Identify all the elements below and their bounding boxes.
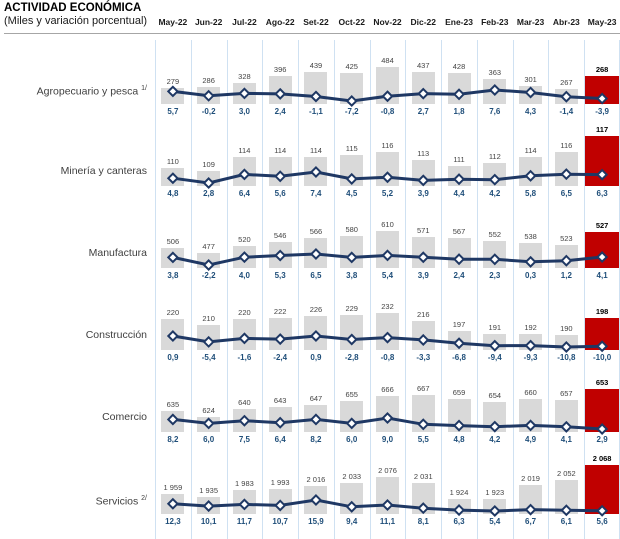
bar — [519, 243, 542, 268]
bar — [269, 76, 292, 104]
value-label: 1 993 — [270, 477, 290, 487]
value-label: 552 — [488, 229, 502, 239]
bar-highlight — [585, 465, 619, 514]
value-label: 439 — [309, 60, 323, 70]
value-label: 220 — [238, 308, 251, 318]
value-label: 110 — [166, 157, 179, 167]
pct-label: 6,5 — [560, 189, 572, 198]
value-label: 396 — [273, 64, 287, 74]
bar — [555, 480, 578, 514]
value-label: 2 076 — [378, 466, 397, 475]
value-label: 226 — [309, 305, 323, 315]
value-label: 666 — [381, 384, 394, 394]
value-label: 197 — [452, 320, 466, 330]
bar — [304, 157, 327, 186]
bar — [412, 72, 435, 104]
bar — [519, 86, 542, 104]
row-label-3: Manufactura — [88, 247, 147, 259]
bar — [340, 315, 363, 350]
pct-label: 0,3 — [525, 271, 537, 280]
bar — [233, 409, 256, 432]
value-label: 301 — [524, 74, 537, 84]
pct-label: -2,4 — [273, 353, 288, 362]
value-label: 232 — [381, 302, 394, 311]
month-header-Jun-22: Jun-22 — [194, 17, 223, 27]
bar — [340, 401, 363, 432]
pct-label: 4,0 — [238, 271, 250, 280]
pct-label: 6,4 — [274, 435, 286, 444]
value-label: 538 — [524, 231, 537, 241]
header-divider — [4, 33, 620, 34]
bar — [519, 157, 542, 186]
bar — [376, 313, 399, 350]
bar — [376, 152, 399, 186]
bar — [269, 242, 292, 268]
bar — [519, 399, 542, 432]
bar-highlight — [585, 76, 619, 104]
pct-label: -9,3 — [523, 353, 538, 362]
value-label: 286 — [202, 76, 215, 86]
bar — [448, 238, 471, 268]
bar — [161, 88, 184, 104]
footnote-mark: 2/ — [141, 495, 147, 502]
pct-label: 5,5 — [417, 435, 429, 444]
value-label: 117 — [596, 125, 609, 134]
pct-label: 6,3 — [453, 517, 465, 526]
value-label: 114 — [309, 146, 322, 156]
bar — [483, 402, 506, 432]
bar — [376, 396, 399, 432]
pct-label: -2,2 — [201, 271, 216, 280]
bar — [340, 73, 363, 104]
value-label: 216 — [417, 310, 430, 320]
pct-label: 5,8 — [525, 189, 537, 198]
pct-label: 5,6 — [274, 189, 286, 198]
value-label: 567 — [452, 227, 466, 237]
bar — [340, 483, 363, 514]
chart-subtitle: (Miles y variación porcentual) — [4, 15, 148, 27]
value-label: 653 — [595, 378, 609, 388]
pct-label: 4,9 — [525, 435, 537, 444]
pct-label: 7,4 — [310, 189, 322, 198]
bar — [161, 168, 184, 186]
pct-label: -1,1 — [309, 107, 323, 116]
pct-label: 15,9 — [308, 517, 324, 526]
month-header-Jul-22: Jul-22 — [232, 17, 257, 27]
bar — [519, 334, 542, 350]
bar — [483, 334, 506, 350]
month-header-Set-22: Set-22 — [303, 17, 329, 27]
pct-label: -1,4 — [559, 107, 574, 116]
pct-label: -2,8 — [344, 353, 359, 362]
pct-label: 5,4 — [489, 517, 501, 526]
value-label: 198 — [595, 306, 609, 316]
pct-label: 8,1 — [417, 517, 429, 526]
bar — [340, 236, 363, 268]
value-label: 114 — [274, 146, 287, 156]
bar — [483, 241, 506, 268]
value-label: 115 — [345, 143, 358, 153]
pct-label: 5,2 — [381, 189, 394, 198]
bar — [448, 399, 471, 432]
month-header-Abr-23: Abr-23 — [552, 17, 580, 27]
bar — [340, 155, 363, 187]
value-label: 328 — [238, 71, 251, 81]
value-label: 523 — [560, 234, 573, 244]
value-label: 191 — [488, 323, 502, 333]
bar — [448, 499, 471, 514]
pct-label: 4,1 — [560, 435, 572, 444]
value-label: 527 — [595, 220, 609, 230]
pct-label: -7,2 — [344, 107, 359, 116]
row-label-1: Agropecuario y pesca $^{1/}$ — [36, 85, 147, 98]
value-label: 2 068 — [592, 454, 612, 464]
value-label: 506 — [166, 237, 180, 247]
bar — [304, 72, 327, 104]
pct-label: -5,4 — [201, 353, 216, 362]
pct-label: 5,7 — [167, 107, 179, 116]
bar — [269, 489, 292, 514]
value-label: 1 959 — [163, 482, 183, 492]
value-label: 659 — [452, 388, 466, 398]
pct-label: 2,9 — [596, 435, 608, 444]
bar — [161, 411, 184, 432]
pct-label: 3,9 — [417, 189, 429, 198]
pct-label: 4,2 — [489, 435, 501, 444]
month-header-May-22: May-22 — [158, 17, 188, 27]
pct-label: -10,0 — [592, 353, 612, 362]
value-label: 657 — [560, 389, 573, 399]
value-label: 229 — [345, 303, 358, 313]
bar — [555, 152, 578, 186]
value-label: 477 — [202, 242, 215, 251]
bar — [233, 490, 256, 514]
pct-label: -0,8 — [380, 353, 395, 362]
value-label: 222 — [273, 307, 287, 317]
bar — [269, 407, 292, 432]
pct-label: 5,6 — [596, 517, 608, 526]
bar — [483, 499, 506, 514]
pct-label: 2,7 — [417, 107, 429, 116]
value-label: 425 — [345, 61, 358, 71]
pct-label: -1,6 — [237, 353, 252, 362]
bar — [519, 485, 542, 514]
bar — [412, 483, 435, 514]
value-label: 484 — [381, 56, 394, 65]
value-label: 667 — [417, 384, 430, 393]
value-label: 113 — [417, 149, 430, 158]
bar — [555, 400, 578, 432]
pct-label: 11,7 — [236, 517, 252, 526]
pct-label: 0,9 — [167, 353, 179, 362]
bar-highlight — [585, 232, 619, 268]
value-label: 192 — [524, 322, 537, 332]
value-label: 571 — [417, 226, 430, 236]
value-label: 2 031 — [413, 472, 433, 482]
row-label-2: Minería y canteras — [60, 165, 147, 177]
pct-label: 6,5 — [310, 271, 322, 280]
value-label: 566 — [309, 227, 323, 237]
bar — [197, 253, 220, 268]
bar — [197, 87, 220, 104]
pct-label: -0,2 — [201, 107, 216, 116]
value-label: 267 — [560, 78, 573, 87]
pct-label: 2,8 — [203, 189, 215, 198]
bar — [233, 157, 256, 186]
value-label: 109 — [202, 160, 215, 169]
bar — [555, 335, 578, 350]
pct-label: 4,8 — [167, 189, 179, 198]
value-label: 2 019 — [521, 474, 540, 484]
pct-label: 10,7 — [272, 517, 288, 526]
bar — [161, 319, 184, 350]
pct-label: 6,4 — [238, 189, 250, 198]
bar — [197, 325, 220, 350]
month-header-Ago-22: Ago-22 — [265, 17, 295, 27]
value-label: 624 — [202, 406, 215, 415]
pct-label: 6,3 — [596, 189, 608, 198]
row-label-5: Comercio — [102, 411, 147, 423]
pct-label: 6,1 — [560, 517, 572, 526]
bar — [448, 73, 471, 104]
bar — [412, 321, 435, 350]
bar — [304, 405, 327, 432]
bar — [376, 477, 399, 514]
bar — [161, 248, 184, 268]
bar — [161, 494, 184, 514]
bar — [483, 163, 506, 186]
month-header-Oct-22: Oct-22 — [338, 17, 365, 27]
chart-title: ACTIVIDAD ECONÓMICA — [4, 2, 142, 14]
bar-highlight — [585, 136, 619, 186]
month-header-Feb-23: Feb-23 — [481, 17, 509, 27]
value-label: 654 — [488, 390, 502, 400]
bar — [233, 246, 256, 268]
value-label: 1 935 — [199, 486, 219, 496]
value-label: 2 033 — [342, 472, 362, 482]
value-label: 112 — [488, 151, 501, 161]
pct-label: 8,2 — [310, 435, 322, 444]
bar — [448, 331, 471, 350]
pct-label: 2,3 — [489, 271, 501, 280]
pct-label: -3,3 — [416, 353, 431, 362]
value-label: 610 — [381, 220, 394, 229]
bar — [555, 89, 578, 104]
month-header-May-23: May-23 — [587, 17, 617, 27]
month-header-Mar-23: Mar-23 — [516, 17, 545, 27]
value-label: 220 — [166, 308, 180, 318]
bar — [304, 238, 327, 268]
bar — [304, 486, 327, 514]
pct-label: -0,8 — [380, 107, 395, 116]
bar — [412, 160, 435, 186]
value-label: 190 — [560, 324, 573, 333]
pct-label: 9,0 — [381, 435, 394, 444]
bar — [197, 171, 220, 186]
value-label: 116 — [560, 140, 573, 150]
bar — [269, 157, 292, 186]
pct-label: 4,3 — [525, 107, 537, 116]
value-label: 116 — [381, 140, 394, 150]
pct-label: 4,2 — [489, 189, 501, 198]
pct-label: 5,3 — [274, 271, 286, 280]
pct-label: 6,0 — [346, 435, 358, 444]
month-header-Nov-22: Nov-22 — [373, 17, 402, 27]
pct-label: -10,8 — [557, 353, 576, 362]
bar — [269, 318, 292, 350]
value-label: 428 — [452, 61, 466, 71]
value-label: 640 — [238, 397, 251, 407]
value-label: 520 — [238, 234, 251, 244]
pct-label: 4,4 — [453, 189, 465, 198]
bar — [304, 316, 327, 350]
value-label: 580 — [345, 224, 358, 234]
pct-label: 6,0 — [203, 435, 215, 444]
value-label: 1 983 — [235, 479, 254, 489]
bar — [448, 166, 471, 187]
pct-label: -9,4 — [487, 353, 502, 362]
value-label: 114 — [238, 146, 251, 156]
bar — [233, 83, 256, 104]
pct-label: 12,3 — [165, 517, 181, 526]
pct-label: 3,8 — [167, 271, 179, 280]
pct-label: 2,4 — [453, 271, 465, 280]
pct-label: 1,8 — [453, 107, 465, 116]
pct-label: 4,1 — [596, 271, 608, 280]
pct-label: -3,9 — [595, 107, 609, 116]
footnote-mark: 1/ — [141, 85, 147, 92]
pct-label: 8,2 — [167, 435, 179, 444]
pct-label: 11,1 — [379, 517, 396, 526]
pct-label: 3,9 — [417, 271, 429, 280]
bar — [376, 231, 399, 268]
pct-label: 4,8 — [453, 435, 465, 444]
pct-label: 10,1 — [200, 517, 217, 526]
bar-highlight — [585, 318, 619, 350]
pct-label: -6,8 — [452, 353, 466, 362]
pct-label: 6,7 — [525, 517, 537, 526]
bar — [483, 79, 506, 104]
bar — [412, 395, 435, 432]
value-label: 111 — [453, 154, 465, 164]
value-label: 647 — [309, 394, 323, 404]
row-label-4: Construcción — [85, 329, 147, 341]
row-label-6: Servicios $^{2/}$ — [95, 495, 147, 508]
pct-label: 4,5 — [346, 189, 358, 198]
month-header-Dic-22: Dic-22 — [410, 17, 437, 27]
value-label: 1 923 — [485, 488, 505, 497]
pct-label: 7,6 — [489, 107, 501, 116]
bar — [412, 237, 435, 268]
value-label: 546 — [273, 230, 287, 240]
value-label: 635 — [166, 400, 180, 410]
pct-label: 0,9 — [310, 353, 322, 362]
value-label: 363 — [488, 68, 502, 78]
pct-label: 9,4 — [346, 517, 358, 526]
value-label: 2 016 — [306, 474, 326, 484]
value-label: 279 — [166, 76, 180, 86]
month-header-Ene-23: Ene-23 — [445, 17, 473, 27]
value-label: 660 — [524, 387, 537, 397]
pct-label: 3,8 — [346, 271, 358, 280]
bar — [555, 245, 578, 268]
pct-label: 7,5 — [238, 435, 250, 444]
value-label: 1 924 — [449, 487, 469, 497]
bar — [197, 417, 220, 432]
value-label: 114 — [524, 146, 537, 156]
bar — [233, 319, 256, 350]
pct-label: 2,4 — [274, 107, 286, 116]
bar-highlight — [585, 389, 619, 432]
bar — [376, 67, 399, 104]
pct-label: 3,0 — [238, 107, 250, 116]
bar — [197, 497, 220, 514]
pct-label: 5,4 — [381, 271, 394, 280]
value-label: 437 — [417, 60, 430, 70]
value-label: 268 — [595, 64, 609, 74]
value-label: 210 — [202, 313, 215, 323]
value-label: 2 052 — [556, 469, 576, 479]
pct-label: 1,2 — [560, 271, 572, 280]
value-label: 643 — [273, 396, 287, 406]
value-label: 655 — [345, 390, 358, 400]
